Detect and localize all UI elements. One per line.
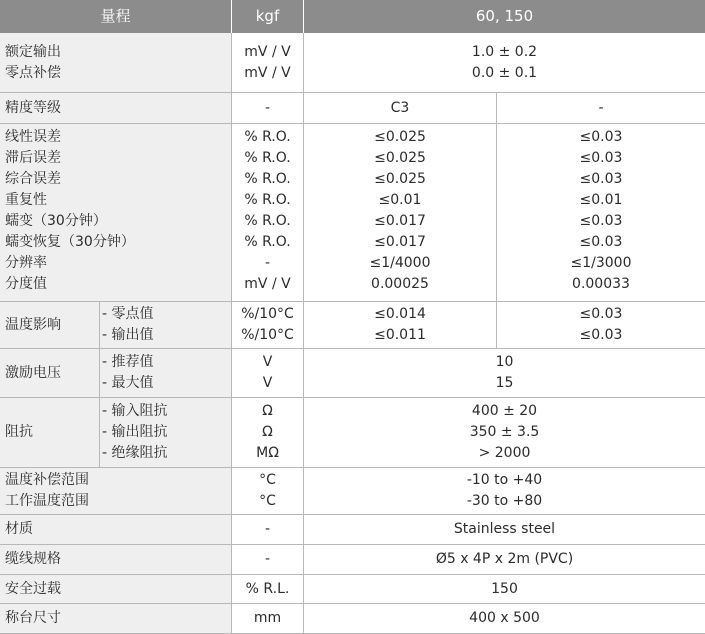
platform-size-value: 400 x 500 (304, 604, 705, 634)
unit-cell: °C (259, 493, 276, 509)
excitation-values (304, 349, 705, 398)
unit-cell: % R.O. (244, 150, 291, 166)
accuracy-class-label (0, 93, 232, 124)
overload-unit: % R.L. (232, 575, 304, 604)
hysteresis-label: 滞后误差 (5, 150, 61, 166)
value-cell: > 2000 (478, 445, 531, 461)
value-cell: 1.0 ± 0.2 (471, 43, 538, 60)
temp-effect-values-2 (497, 302, 705, 349)
output-values (304, 33, 705, 93)
value-cell: -10 to +40 (466, 472, 543, 488)
value-cell: ≤0.03 (579, 327, 623, 343)
unit-cell: - (264, 255, 271, 271)
value-cell: 350 ± 3.5 (469, 424, 540, 440)
unit-cell: mV / V (244, 43, 291, 60)
value-cell: ≤0.017 (374, 234, 426, 250)
temp-effect-label: 温度影响 (0, 302, 100, 349)
temp-range-units (232, 468, 304, 515)
unit-cell: % R.O. (244, 171, 291, 187)
value-cell: ≤0.011 (374, 327, 426, 343)
resistance-subs (100, 398, 232, 468)
value-cell: ≤0.03 (579, 171, 623, 187)
temp-range-labels (0, 468, 232, 515)
repeatability-label: 重复性 (5, 192, 47, 208)
temp-effect-subs (100, 302, 232, 349)
value-cell: ≤1/4000 (369, 255, 431, 271)
sub-label: - 最大值 (102, 375, 154, 391)
compensated-range-label: 温度补偿范围 (5, 472, 89, 488)
sub-label: - 输入阻抗 (102, 403, 168, 419)
resistance-values (304, 398, 705, 468)
value-cell: 0.00033 (572, 276, 630, 292)
unit-cell: % R.O. (244, 213, 291, 229)
sub-label: - 输出值 (102, 327, 154, 343)
value-cell: ≤1/3000 (570, 255, 632, 271)
error-labels (0, 124, 232, 302)
unit-cell: %/10°C (241, 327, 294, 343)
output-units (232, 33, 304, 93)
output-labels (0, 33, 232, 93)
resistance-units (232, 398, 304, 468)
unit-cell: mV / V (244, 276, 291, 292)
temp-effect-units (232, 302, 304, 349)
sub-label: - 推荐值 (102, 354, 154, 370)
unit-cell: mV / V (244, 64, 291, 81)
unit-cell: V (262, 375, 273, 391)
overload-label: 安全过载 (0, 575, 232, 604)
cable-value: Ø5 x 4P x 2m (PVC) (304, 545, 705, 575)
unit-cell: V (262, 354, 273, 370)
value-cell: ≤0.03 (579, 129, 623, 145)
value-cell: 0.00025 (371, 276, 429, 292)
value-cell: ≤0.03 (579, 150, 623, 166)
temp-effect-values-1 (304, 302, 497, 349)
unit-cell: % R.O. (244, 129, 291, 145)
value-cell: ≤0.014 (374, 306, 426, 322)
value-cell: 15 (495, 375, 514, 391)
value-cell: ≤0.01 (378, 192, 422, 208)
cable-unit: - (232, 545, 304, 575)
platform-size-label: 称台尺寸 (0, 604, 232, 634)
value-cell: ≤0.03 (579, 213, 623, 229)
cable-label: 缆线规格 (0, 545, 232, 575)
unit-cell: Ω (262, 403, 273, 419)
value-cell: ≤0.025 (374, 129, 426, 145)
value-cell: ≤0.025 (374, 150, 426, 166)
label-text: 精度等级 (5, 99, 61, 116)
excitation-subs (100, 349, 232, 398)
header-capacity: 60, 150 (304, 0, 705, 33)
resistance-label: 阻抗 (0, 398, 100, 468)
rated-output-label: 额定输出 (5, 43, 61, 60)
platform-size-unit: mm (232, 604, 304, 634)
overload-value: 150 (304, 575, 705, 604)
value-cell: ≤0.03 (579, 234, 623, 250)
unit-cell: Ω (262, 424, 273, 440)
material-unit: - (232, 515, 304, 545)
zero-balance-label: 零点补偿 (5, 64, 61, 81)
material-label: 材质 (0, 515, 232, 545)
unit-cell: %/10°C (241, 306, 294, 322)
combined-error-label: 综合误差 (5, 171, 61, 187)
sub-label: - 输出阻抗 (102, 424, 168, 440)
error-values-2 (497, 124, 705, 302)
creep-recovery-label: 蠕变恢复（30分钟） (5, 234, 135, 250)
accuracy-class-unit: - (232, 93, 304, 124)
header-range-label: 量程 (0, 0, 232, 33)
unit-cell: % R.O. (244, 234, 291, 250)
value-cell: ≤0.017 (374, 213, 426, 229)
header-unit: kgf (232, 0, 304, 33)
value-cell: 0.0 ± 0.1 (471, 64, 538, 81)
value-cell: ≤0.03 (579, 306, 623, 322)
value-cell: 400 ± 20 (471, 403, 538, 419)
excitation-units (232, 349, 304, 398)
division-value-label: 分度值 (5, 276, 47, 292)
resolution-label: 分辨率 (5, 255, 47, 271)
error-values-1 (304, 124, 497, 302)
excitation-label: 激励电压 (0, 349, 100, 398)
unit-cell: °C (259, 472, 276, 488)
unit-cell: % R.O. (244, 192, 291, 208)
value-cell: ≤0.01 (579, 192, 623, 208)
temp-range-values (304, 468, 705, 515)
unit-cell: MΩ (256, 445, 279, 461)
sub-label: - 零点值 (102, 306, 154, 322)
value-cell: 10 (495, 354, 514, 370)
operating-range-label: 工作温度范围 (5, 493, 89, 509)
creep-label: 蠕变（30分钟） (5, 213, 107, 229)
material-value: Stainless steel (304, 515, 705, 545)
value-cell: -30 to +80 (466, 493, 543, 509)
accuracy-class-value-1: C3 (304, 93, 497, 124)
linearity-label: 线性误差 (5, 129, 61, 145)
accuracy-class-value-2: - (497, 93, 705, 124)
sub-label: - 绝缘阻抗 (102, 445, 168, 461)
error-units (232, 124, 304, 302)
value-cell: ≤0.025 (374, 171, 426, 187)
